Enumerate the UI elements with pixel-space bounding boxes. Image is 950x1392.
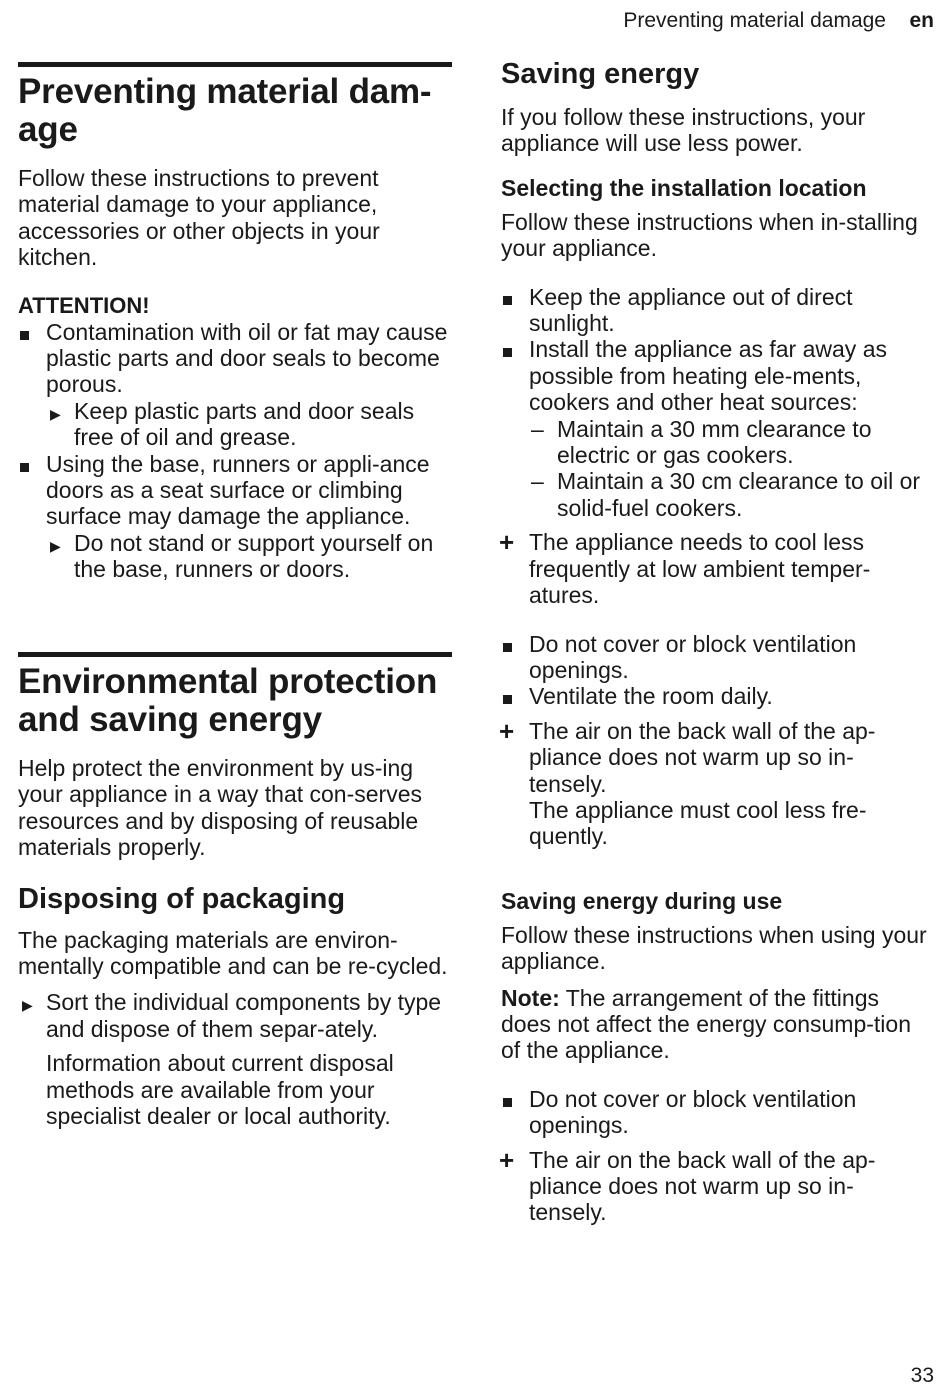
dash-item-text: Maintain a 30 mm clearance to electric or gas cookers. [557,415,872,469]
list-item [501,631,931,684]
list-item-text: Do not cover or block ventilation openings. [529,630,857,683]
result-text: The appliance needs to cool less frequently at low ambient temper-atures. [529,529,871,609]
result-text-continued: The appliance must cool less fre-quently. [529,796,867,850]
action-item [18,530,452,583]
action-text: Keep plastic parts and door seals free of oil and grease. [74,397,415,451]
action-text: Sort the individual components by type and dispose of them separ-ately. [46,989,442,1042]
action-text: Do not stand or support yourself on the base, runners or doors. [74,529,434,583]
square-bullet-icon [20,331,29,340]
section-intro: If you follow these instructions, your appliance will use less power. [501,104,866,157]
section-title: Environmental protection and saving energy [18,652,452,739]
list-item [501,1086,931,1139]
section-environmental-protection [18,652,452,1129]
section-preventing-material-damage [18,62,452,583]
list-item [18,319,452,398]
triangle-bullet-icon: ▶ [22,997,33,1014]
dash-bullet-icon: – [531,415,544,442]
square-bullet-icon [20,463,29,472]
note-text: The arrangement of the fittings does not affect the energy consump-tion of the appliance. [501,984,912,1064]
square-bullet-icon [503,296,512,305]
note-label: Note: [501,984,560,1011]
header-title: Preventing material damage [623,9,886,32]
list-item-text: Contamination with oil or fat may cause plastic parts and door seals to become porous. [46,318,448,398]
page-number: 33 [910,1364,934,1387]
result-item [499,1144,931,1226]
plus-icon: + [499,715,515,746]
section-title: Saving energy [501,58,700,90]
subsection-title: Selecting the installation location [501,174,867,201]
subsection-intro: Follow these instructions when in-stalling your appliance. [501,208,918,262]
action-item [18,989,452,1042]
square-bullet-icon [503,695,512,704]
list-item [18,451,452,530]
result-item [499,715,931,797]
triangle-bullet-icon: ▶ [50,405,61,422]
subsection-intro: Follow these instructions when using your appliance. [501,921,927,975]
plus-icon: + [499,527,515,558]
section-intro: Follow these instructions to prevent material damage to your appliance, accessories or other objects in your kitchen. [18,165,380,271]
dash-item-text: Maintain a 30 cm clearance to oil or solid-fuel cookers. [557,468,921,521]
action-item [18,398,452,451]
header-language: en [909,9,934,32]
list-item-text: Ventilate the room daily. [529,683,773,710]
info-text: Information about current disposal methods are available from your specialist dealer or local authority. [46,1050,394,1130]
result-item [501,529,931,608]
dash-item [501,468,931,521]
section-title: Preventing material dam-age [18,62,452,149]
list-item-text: Install the appliance as far away as possible from heating ele-ments, cookers and other heat sources: [529,336,887,416]
section-intro: Help protect the environment by us-ing your appliance in a way that con-serves resources and by disposing of reusable materials properly. [18,755,422,861]
dash-bullet-icon: – [531,468,544,495]
section-saving-energy [501,58,931,1226]
list-item [501,336,931,415]
list-item [501,284,931,337]
plus-icon: + [499,1144,515,1175]
attention-label: ATTENTION! [18,292,150,318]
subsection-intro: The packaging materials are environ-mentally compatible and can be re-cycled. [18,926,448,980]
dash-item [501,416,931,469]
triangle-bullet-icon: ▶ [50,537,61,554]
result-text: The air on the back wall of the ap-pliance does not warm up so in-tensely. [529,1146,876,1226]
square-bullet-icon [503,1098,512,1107]
note-paragraph [501,985,931,1064]
square-bullet-icon [503,643,512,652]
subsection-title: Disposing of packaging [18,882,346,915]
list-item [501,683,931,709]
list-item-text: Do not cover or block ventilation openings. [529,1085,857,1139]
square-bullet-icon [503,348,512,357]
subsection-title: Saving energy during use [501,887,783,914]
result-text: The air on the back wall of the ap-pliance does not warm up so in-tensely. [529,717,876,797]
list-item-text: Keep the appliance out of direct sunlight. [529,283,853,337]
list-item-text: Using the base, runners or appli-ance doors as a seat surface or climbing surface may damage the appliance. [46,450,430,530]
